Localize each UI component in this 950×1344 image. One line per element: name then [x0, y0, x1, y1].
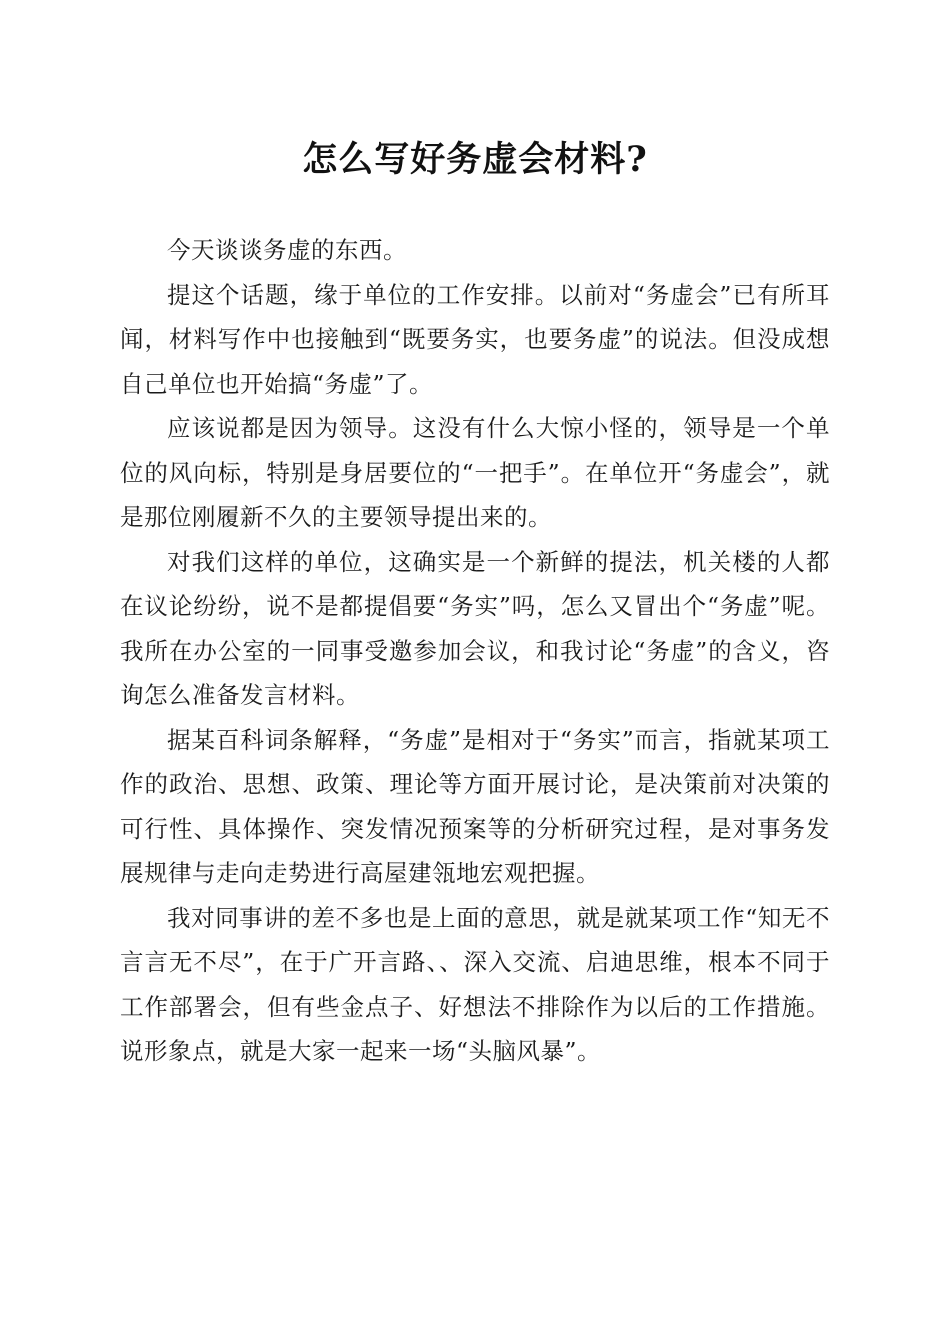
paragraph-3: 应该说都是因为领导。这没有什么大惊小怪的，领导是一个单位的风向标，特别是身居要位的“一把手”。在单位开“务虚会”，就是那位刚履新不久的主要领导提出来的。 [120, 414, 830, 531]
paragraph-5: 据某百科词条解释，“务虚”是相对于“务实”而言，指就某项工作的政治、思想、政策、理论等方面开展讨论，是决策前对决策的可行性、具体操作、突发情况预案等的分析研究过程，是对事务发展规律与走向走势进行高屋建瓴地宏观把握。 [120, 725, 830, 887]
paragraph-4: 对我们这样的单位，这确实是一个新鲜的提法，机关楼的人都在议论纷纷，说不是都提倡要“务实”吗，怎么又冒出个“务虚”呢。我所在办公室的一同事受邀参加会议，和我讨论“务虚”的含义，咨询怎么准备发言材料。 [120, 547, 830, 709]
paragraph-1: 今天谈谈务虚的东西。 [167, 236, 407, 264]
document-body [120, 228, 830, 1074]
document-title: 怎么写好务虚会材料? [302, 139, 648, 180]
paragraph-2: 提这个话题，缘于单位的工作安排。以前对“务虚会”已有所耳闻，材料写作中也接触到“既要务实，也要务虚”的说法。但没成想自己单位也开始搞“务虚”了。 [120, 280, 830, 398]
paragraph-6: 我对同事讲的差不多也是上面的意思，就是就某项工作“知无不言言无不尽”，在于广开言路、、深入交流、启迪思维，根本不同于工作部署会，但有些金点子、好想法不排除作为以后的工作措施。说形象点，就是大家一起来一场“头脑风暴”。 [120, 903, 830, 1065]
